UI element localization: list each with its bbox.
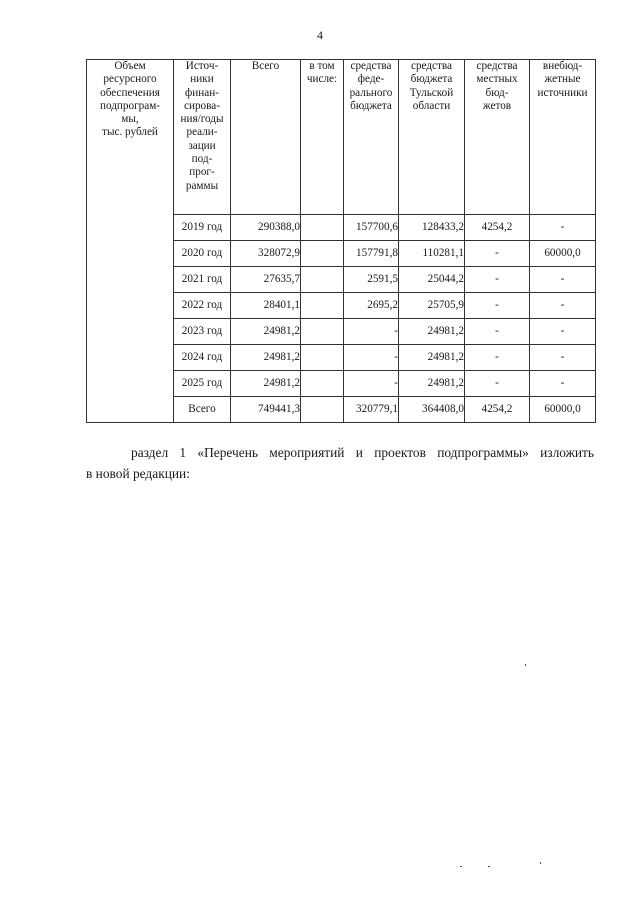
local-cell: - <box>465 267 530 293</box>
extrabudget-cell: - <box>530 267 596 293</box>
extrabudget-cell: 60000,0 <box>530 241 596 267</box>
total-cell: 290388,0 <box>231 215 301 241</box>
federal-cell: 2695,2 <box>344 293 399 319</box>
local-cell: - <box>465 345 530 371</box>
header-extrabudget: внебюд- жетные источники <box>530 60 596 215</box>
including-cell <box>301 241 344 267</box>
extrabudget-cell: - <box>530 215 596 241</box>
regional-cell: 110281,1 <box>399 241 465 267</box>
total-cell: 28401,1 <box>231 293 301 319</box>
regional-cell: 24981,2 <box>399 371 465 397</box>
including-cell <box>301 267 344 293</box>
year-cell: 2025 год <box>174 371 231 397</box>
year-cell: 2024 год <box>174 345 231 371</box>
regional-cell: 24981,2 <box>399 319 465 345</box>
paragraph-line-1: раздел 1 «Перечень мероприятий и проектов подпрограммы» изложить <box>131 445 594 460</box>
including-cell <box>301 319 344 345</box>
scan-speck <box>540 862 541 864</box>
scan-speck <box>488 866 490 867</box>
total-cell: 24981,2 <box>231 345 301 371</box>
local-cell: 4254,2 <box>465 397 530 423</box>
header-row <box>87 60 596 215</box>
header-including: в том числе: <box>301 60 344 215</box>
federal-cell: 320779,1 <box>344 397 399 423</box>
extrabudget-cell: - <box>530 319 596 345</box>
paragraph-line-2: в новой редакции: <box>86 466 190 481</box>
page-number: 4 <box>317 28 323 42</box>
extrabudget-cell: - <box>530 293 596 319</box>
federal-cell: 2591,5 <box>344 267 399 293</box>
year-cell: 2020 год <box>174 241 231 267</box>
year-cell: Всего <box>174 397 231 423</box>
header-local: средства местных бюд- жетов <box>465 60 530 215</box>
total-cell: 749441,3 <box>231 397 301 423</box>
total-cell: 27635,7 <box>231 267 301 293</box>
regional-cell: 128433,2 <box>399 215 465 241</box>
header-total: Всего <box>231 60 301 215</box>
local-cell: - <box>465 319 530 345</box>
federal-cell: - <box>344 345 399 371</box>
year-cell: 2022 год <box>174 293 231 319</box>
extrabudget-cell: 60000,0 <box>530 397 596 423</box>
regional-cell: 25044,2 <box>399 267 465 293</box>
year-cell: 2023 год <box>174 319 231 345</box>
local-cell: 4254,2 <box>465 215 530 241</box>
header-regional: средства бюджета Тульской области <box>399 60 465 215</box>
total-cell: 24981,2 <box>231 371 301 397</box>
local-cell: - <box>465 293 530 319</box>
resource-label: Объем ресурсного обеспечения подпрограм- мы, тыс. рублей <box>87 60 174 423</box>
including-cell <box>301 371 344 397</box>
including-cell <box>301 293 344 319</box>
federal-cell: - <box>344 371 399 397</box>
header-federal: средства феде- рального бюджета <box>344 60 399 215</box>
year-cell: 2021 год <box>174 267 231 293</box>
year-cell: 2019 год <box>174 215 231 241</box>
header-sources: Источ- ники финан- сирова- ния/годы реали- зации под- прог- раммы <box>174 60 231 215</box>
resource-table <box>86 59 596 423</box>
scan-speck <box>460 866 462 867</box>
local-cell: - <box>465 241 530 267</box>
including-cell <box>301 397 344 423</box>
federal-cell: 157791,8 <box>344 241 399 267</box>
total-cell: 24981,2 <box>231 319 301 345</box>
federal-cell: - <box>344 319 399 345</box>
total-cell: 328072,9 <box>231 241 301 267</box>
regional-cell: 25705,9 <box>399 293 465 319</box>
regional-cell: 24981,2 <box>399 345 465 371</box>
including-cell <box>301 215 344 241</box>
local-cell: - <box>465 371 530 397</box>
extrabudget-cell: - <box>530 345 596 371</box>
including-cell <box>301 345 344 371</box>
regional-cell: 364408,0 <box>399 397 465 423</box>
extrabudget-cell: - <box>530 371 596 397</box>
scan-speck <box>525 664 526 666</box>
federal-cell: 157700,6 <box>344 215 399 241</box>
